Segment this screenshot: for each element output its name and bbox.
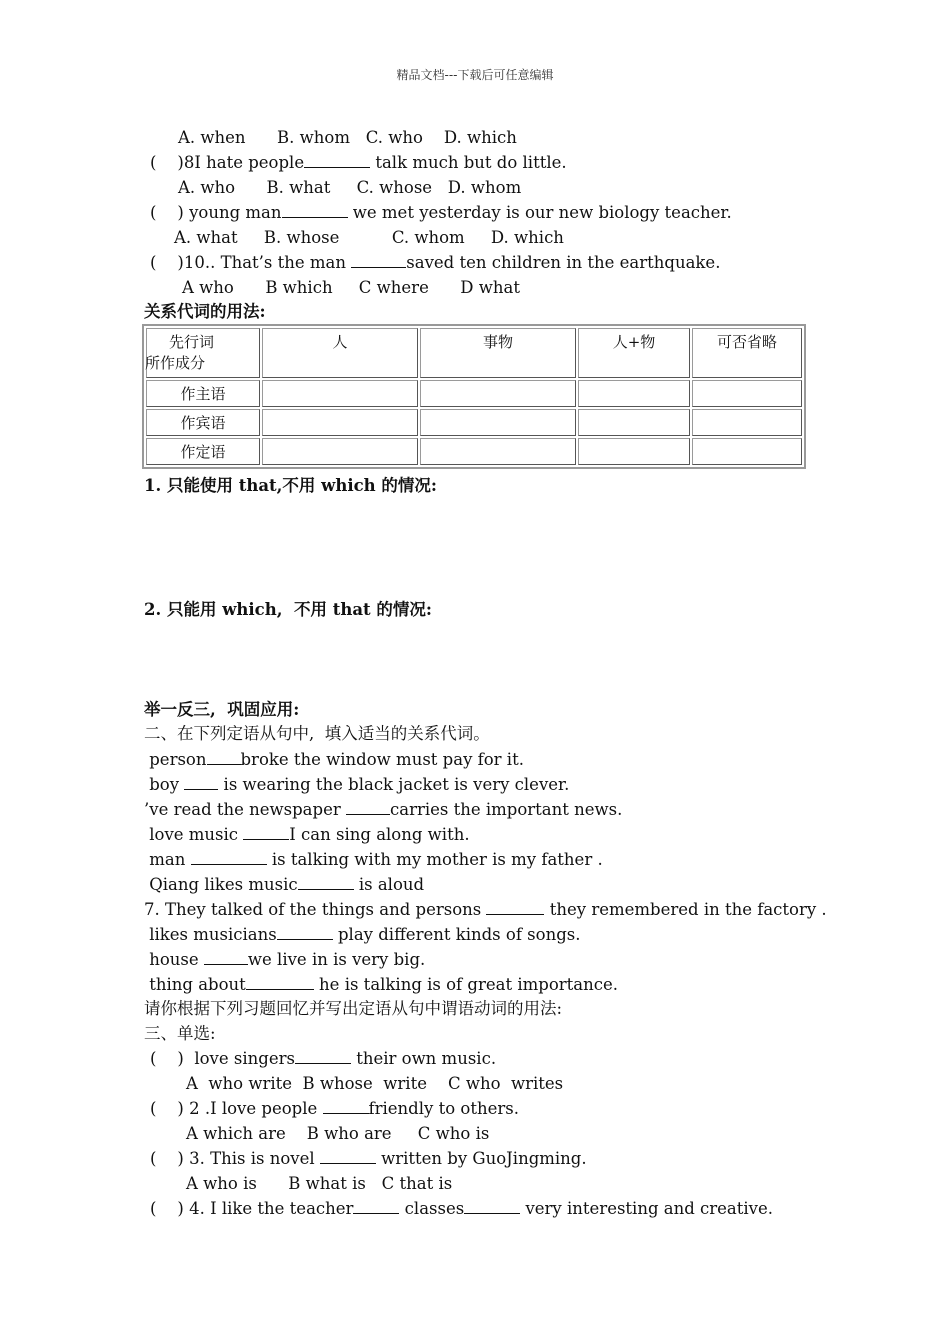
fill-item: boy is wearing the black jacket is very clever. bbox=[144, 775, 570, 794]
fill-item: house we live in is very big. bbox=[144, 950, 426, 969]
table-cell[interactable] bbox=[262, 380, 418, 407]
table-cell[interactable] bbox=[578, 409, 690, 436]
q9-blank[interactable] bbox=[282, 203, 348, 218]
mc-options: A which are B who are C who is bbox=[186, 1124, 490, 1143]
table-cell[interactable] bbox=[420, 438, 576, 465]
fill-item: Qiang likes music is aloud bbox=[144, 875, 425, 894]
row-object: 作宾语 bbox=[146, 409, 260, 436]
fill-item: 7. They talked of the things and persons they remembered in the factory . bbox=[144, 900, 827, 919]
col-person: 人 bbox=[262, 328, 418, 378]
row-subject: 作主语 bbox=[146, 380, 260, 407]
table-cell[interactable] bbox=[578, 380, 690, 407]
q9-options: A. what B. whose C. whom D. which bbox=[174, 228, 564, 247]
table-cell[interactable] bbox=[578, 438, 690, 465]
page-header: 精品文档---下载后可任意编辑 bbox=[396, 68, 554, 82]
q8-options: A. who B. what C. whose D. whom bbox=[178, 178, 522, 197]
table-title: 关系代词的用法: bbox=[144, 302, 266, 321]
fill-blank[interactable] bbox=[246, 975, 314, 990]
q10-options: A who B which C where D what bbox=[182, 278, 521, 297]
fill-blank[interactable] bbox=[243, 825, 289, 840]
q10-blank[interactable] bbox=[351, 253, 406, 268]
section-1-heading: 1. 只能使用 that,不用 which 的情况: bbox=[144, 476, 437, 495]
recall-instruction: 请你根据下列习题回忆并写出定语从句中谓语动词的用法: bbox=[144, 999, 563, 1018]
q9-text: ( ) young man we met yesterday is our new biology teacher. bbox=[150, 203, 732, 222]
mc-options: A who write B whose write C who writes bbox=[186, 1074, 564, 1093]
practice-title: 举一反三, 巩固应用: bbox=[144, 700, 300, 719]
fill-blank[interactable] bbox=[184, 775, 218, 790]
col-omittable: 可否省略 bbox=[692, 328, 802, 378]
table-cell[interactable] bbox=[262, 438, 418, 465]
fill-blank[interactable] bbox=[277, 925, 333, 940]
table-cell[interactable] bbox=[692, 380, 802, 407]
fill-item: ’ve read the newspaper carries the important news. bbox=[144, 800, 623, 819]
fill-item: person broke the window must pay for it. bbox=[144, 750, 524, 769]
part2-title: 二、在下列定语从句中, 填入适当的关系代词。 bbox=[144, 724, 490, 743]
fill-blank[interactable] bbox=[191, 850, 267, 865]
col-thing: 事物 bbox=[420, 328, 576, 378]
fill-item: love music I can sing along with. bbox=[144, 825, 470, 844]
mc-blank[interactable] bbox=[295, 1049, 351, 1064]
mc-options: A who is B what is C that is bbox=[186, 1174, 453, 1193]
section-2-heading: 2. 只能用 which, 不用 that 的情况: bbox=[144, 600, 432, 619]
table-cell[interactable] bbox=[692, 409, 802, 436]
mc-question: ( ) 4. I like the teacher classes very interesting and creative. bbox=[150, 1199, 774, 1218]
mc-question: ( ) 3. This is novel written by GuoJingming. bbox=[150, 1149, 587, 1168]
fill-blank[interactable] bbox=[346, 800, 390, 815]
q10-text: ( )10.. That’s the man saved ten children in the earthquake. bbox=[150, 253, 721, 272]
table-cell[interactable] bbox=[420, 380, 576, 407]
fill-blank[interactable] bbox=[204, 950, 248, 965]
fill-item: thing about he is talking is of great importance. bbox=[144, 975, 618, 994]
fill-blank[interactable] bbox=[298, 875, 354, 890]
fill-item: man is talking with my mother is my father . bbox=[144, 850, 603, 869]
relative-pronoun-table bbox=[142, 324, 806, 469]
mc-question: ( ) 2 .I love people friendly to others. bbox=[150, 1099, 519, 1118]
col-person-thing: 人+物 bbox=[578, 328, 690, 378]
mc-question: ( ) love singers their own music. bbox=[150, 1049, 497, 1068]
q8-text: ( )8I hate people talk much but do little. bbox=[150, 153, 567, 172]
header-antecedent: 先行词 bbox=[169, 333, 215, 351]
table-cell[interactable] bbox=[692, 438, 802, 465]
part3-title: 三、单选: bbox=[144, 1024, 216, 1043]
mc-blank[interactable] bbox=[353, 1199, 399, 1214]
table-cell[interactable] bbox=[420, 409, 576, 436]
fill-item: likes musicians play different kinds of songs. bbox=[144, 925, 581, 944]
q7-options: A. when B. whom C. who D. which bbox=[178, 128, 517, 147]
table-cell[interactable] bbox=[262, 409, 418, 436]
mc-blank[interactable] bbox=[464, 1199, 520, 1214]
fill-blank[interactable] bbox=[207, 750, 241, 765]
q8-blank[interactable] bbox=[304, 153, 370, 168]
fill-blank[interactable] bbox=[486, 900, 544, 915]
row-attributive: 作定语 bbox=[146, 438, 260, 465]
mc-blank[interactable] bbox=[323, 1099, 369, 1114]
table-corner-cell bbox=[146, 328, 260, 378]
header-function: 所作成分 bbox=[145, 354, 206, 372]
mc-blank[interactable] bbox=[320, 1149, 376, 1164]
